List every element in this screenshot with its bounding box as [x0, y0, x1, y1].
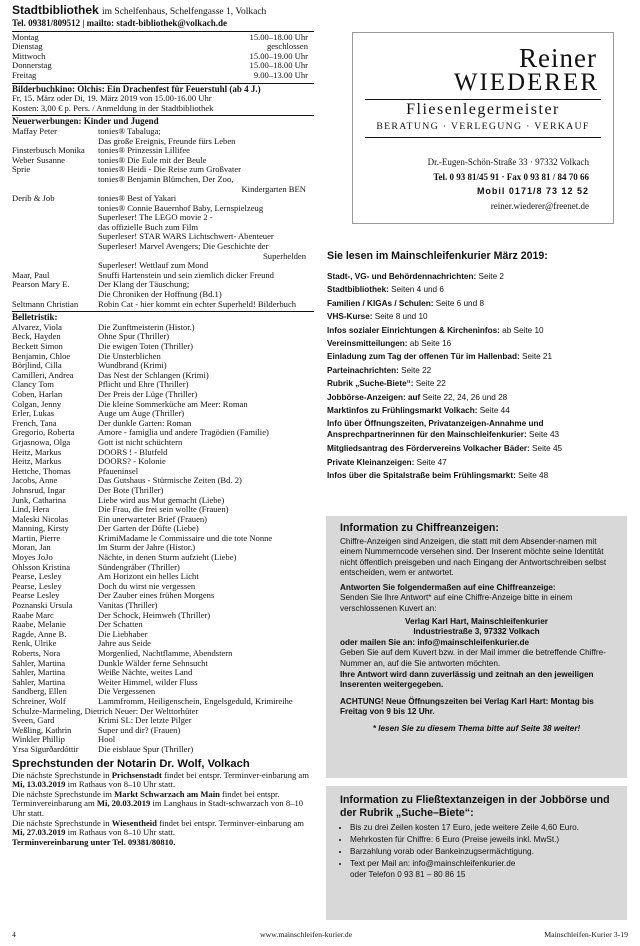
- item-title: Superleser! STAR WARS Lichtschwert- Abenteuer: [98, 231, 274, 242]
- library-address: im Schelfenhaus, Schelfengasse 1, Volkach: [102, 7, 267, 17]
- item-author: Lind, Hera: [12, 504, 50, 515]
- chiffre-hint: * lesen Sie zu diesem Thema bitte auf Seite 38 weiter!: [372, 724, 581, 733]
- item-title: tonies® Tabaluga;: [98, 125, 161, 136]
- price-item: • Barzahlung vorab oder Bankeinzugsermächtigung.: [350, 846, 613, 858]
- hours-time: 15.00–18.00 Uhr: [249, 31, 308, 42]
- notary-paragraph: Die nächste Sprechstunde in Wiesentheid findet bei entspr. Terminver-einbarung am Mi, 27.03.2019 im Rathaus von 8–10 Uhr statt.: [12, 817, 304, 838]
- notary-paragraph: Die nächste Sprechstunde in Prichsenstadt findet bei entspr. Terminver-einbarung am Mi, 13.03.2019 im Rathaus von 8–10 Uhr statt.: [12, 769, 309, 790]
- library-name: Stadtbibliothek: [12, 3, 99, 17]
- item-title: Am Horizont ein helles Licht: [98, 571, 199, 582]
- item-title: DOORS ! - Blutfeld: [98, 446, 168, 457]
- contents-item: [327, 456, 627, 469]
- item-title: Amore - famiglia und andere Tragödien (Familie): [98, 427, 269, 438]
- item-author: Camilleri, Andrea: [12, 369, 74, 380]
- contents-topic: Stadtbibliothek:: [327, 285, 389, 295]
- ad-first-name: Reiner: [519, 43, 597, 73]
- item-author: Gregorio, Roberta: [12, 427, 75, 438]
- chiffre-answer-text: Senden Sie Ihre Antwort* auf eine Chiffre-Anzeige bitte in einem verschlossenen Kuvert an:: [340, 593, 573, 614]
- footer-issue: Mainschleifen-Kurier 3-19: [544, 930, 628, 939]
- item-author: Winkler Phillip: [12, 734, 65, 745]
- ad-phone: Tel. 0 93 81/45 91 · Fax 0 93 81 / 84 70 66: [433, 171, 589, 182]
- item-author: [12, 175, 98, 185]
- contents-topic: Rubrik „Suche-Biete“:: [327, 379, 414, 389]
- item-author: Hettche, Thomas: [12, 465, 71, 476]
- list-item: [12, 630, 314, 640]
- item-author: Moran, Jan: [12, 542, 51, 553]
- item-author: Poznanski Ursula: [12, 600, 73, 611]
- contents-topic: Vereinsmitteilungen:: [327, 339, 408, 349]
- item-author: Maar, Paul: [12, 270, 50, 280]
- contents-topic: Infos über die Spitalstraße beim Frühlingsmarkt:: [327, 471, 516, 481]
- item-author: Clancy Tom: [12, 379, 54, 390]
- chiffre-info-box: [326, 516, 627, 778]
- item-title: Die ewigen Toten (Thriller): [98, 341, 193, 351]
- item-title: tonies® Benjamin Blümchen, Der Zoo,: [98, 173, 234, 184]
- item-title: Der Schock, Heimweh (Thriller): [98, 609, 211, 620]
- item-author: Schulze-Marmeling, Dietrich: [12, 705, 113, 716]
- item-title: Der Garten der Düfte (Liebe): [98, 523, 199, 534]
- fliesstext-title: Information zu Fließtextanzeigen in der Jobbörse und der Rubrik „Suche–Biete“:: [340, 794, 610, 819]
- contents-page: Seite 43: [526, 430, 560, 440]
- item-title: Morgenlied, Nachtflamme, Abendstern: [98, 648, 233, 658]
- item-author: Benjamin, Chloe: [12, 350, 71, 361]
- contents-page: Seite 45: [529, 444, 563, 454]
- item-author: Seltmann Christian: [12, 299, 79, 309]
- ad-contact: [428, 155, 589, 213]
- chiffre-address-line1: Verlag Karl Hart, Mainschleifenkurier: [405, 616, 548, 626]
- item-title: Pfaueninsel: [98, 465, 139, 476]
- item-title: KrimiMadame le Commissaire und die tote Nonne: [98, 532, 273, 543]
- item-author: Beck, Hayden: [12, 331, 61, 342]
- item-title: tonies® Connie Bauernhof Baby, Lernspielzeug: [98, 202, 264, 213]
- contents-page: Seite 44: [477, 406, 510, 416]
- contents-topic: Marktinfos zu Frühlingsmarkt Volkach:: [327, 406, 478, 416]
- list-item: [12, 745, 314, 755]
- item-author: [12, 137, 98, 147]
- hours-day: Dienstag: [12, 41, 43, 52]
- item-author: [12, 261, 98, 271]
- item-author: Beckett Simon: [12, 341, 63, 351]
- ad-address: Dr.-Eugen-Schön-Straße 33 · 97332 Volkach: [427, 157, 589, 167]
- item-author: Sandberg, Ellen: [12, 686, 67, 697]
- item-author: Johnsrud, Ingar: [12, 484, 66, 495]
- item-author: Raabe Marc: [12, 609, 54, 620]
- contents-item: [327, 418, 627, 440]
- contents-page: Seite 6 und 8: [433, 298, 484, 308]
- item-title: Neuer: Der Welttorhüter: [114, 705, 199, 716]
- item-author: Maffay Peter: [12, 126, 57, 136]
- item-author: Sahler, Martina: [12, 657, 66, 668]
- chiffre-mail[interactable]: oder mailen Sie an: info@mainschleifenkurier.de: [340, 637, 530, 647]
- contents-topic: Info über Öffnungszeiten, Privatanzeigen-Annahme und Ansprechpartnerinnen für den Mainschleifenkurier:: [327, 419, 544, 440]
- chiffre-address-line2: Industriestraße 3, 97332 Volkach: [413, 627, 540, 637]
- item-title: Jahre aus Seide: [98, 638, 151, 649]
- item-title: Vanitas (Thriller): [98, 600, 158, 611]
- ad-last-name: WIEDERER: [453, 69, 599, 96]
- item-title: Das Gutshaus - Stürmische Zeiten (Bd. 2): [98, 475, 242, 486]
- contents-item: [327, 297, 627, 310]
- item-author: Sveen, Gard: [12, 715, 55, 726]
- contents-item: [327, 469, 627, 482]
- item-author: Yrsa Sigurðardóttir: [12, 743, 79, 754]
- item-author: Colgan, Jenny: [12, 398, 62, 409]
- contents-item: [327, 364, 627, 377]
- contents-topic: Stadt-, VG- und Behördennachrichten:: [327, 272, 477, 281]
- contents-topic: Jobbörse-Anzeigen: auf: [327, 392, 421, 402]
- hours-day: Freitag: [12, 69, 37, 80]
- item-title: tonies® Die Eule mit der Beule: [98, 154, 207, 165]
- item-author: Pearson Mary E.: [12, 280, 70, 290]
- item-title: Superleser! Marvel Avengers; Die Geschichte der: [98, 241, 269, 252]
- item-author: Renk, Ulrike: [12, 638, 57, 649]
- footer-url[interactable]: www.mainschleifen-kurier.de: [260, 930, 353, 939]
- item-title: tonies® Best of Yakari: [98, 193, 177, 204]
- item-author: Junk, Catharina: [12, 494, 66, 505]
- contents-item: [327, 324, 627, 337]
- ad-profession: Fliesenlegermeister: [406, 101, 560, 118]
- page-number: 4: [12, 930, 16, 939]
- item-author: Ragde, Anne B.: [12, 628, 67, 639]
- item-title: tonies® Prinzessin Lillifee: [98, 145, 190, 156]
- hours-time: 15.00–18.00 Uhr: [249, 60, 308, 71]
- hours-time: 9.00–13.00 Uhr: [253, 69, 308, 80]
- item-author: Finsterbusch Monika: [12, 146, 85, 156]
- new-acquisitions-title: Neuerwerbungen: Kinder und Jugend: [12, 116, 159, 127]
- item-author: [12, 242, 98, 252]
- price-item: • Bis zu drei Zeilen kosten 17 Euro, jede weitere Zeile 4,60 Euro.: [350, 822, 613, 834]
- opening-hours: [12, 33, 314, 81]
- contents-page: Seite 2: [476, 272, 504, 281]
- item-title: Superleser! Wettlauf zum Mond: [98, 260, 209, 271]
- item-title: Kindergarten BEN: [241, 183, 306, 194]
- item-author: [12, 223, 98, 233]
- issue-contents-list: [327, 270, 627, 483]
- contents-item: [327, 337, 627, 350]
- chiffre-achtung: ACHTUNG! Neue Öffnungszeiten bei Verlag Karl Hart: Montag bis Freitag von 9 bis 12 Uhr.: [340, 696, 594, 717]
- item-author: [12, 252, 98, 262]
- price-item: • Mehrkosten für Chiffre: 6 Euro (Preise jeweils inkl. MwSt.): [350, 834, 613, 846]
- price-item: • Text per Mail an: info@mainschleifenkurier.de: [350, 858, 613, 870]
- chiffre-note-bold: Ihre Antwort wird dann zuverlässig und zeitnah an den jeweiligen Inserenten weitergegeben.: [340, 669, 594, 690]
- contents-item: [327, 442, 627, 455]
- item-title: Der dunkle Garten: Roman: [98, 417, 192, 428]
- contents-item: [327, 270, 627, 283]
- item-author: Heitz, Markus: [12, 446, 62, 457]
- item-title: Sündengräber (Thriller): [98, 561, 180, 572]
- item-author: Maleski Nicolas: [12, 513, 69, 524]
- item-title: Die Zunftmeisterin (Histor.): [98, 321, 195, 332]
- ad-tagline: BERATUNG · VERLEGUNG · VERKAUF: [376, 121, 590, 132]
- list-item: [12, 300, 314, 310]
- library-title: [12, 4, 314, 19]
- item-author: Derib & Job: [12, 194, 55, 204]
- ad-mobile: Mobil 0171/8 73 12 52: [476, 186, 589, 196]
- item-author: Börjlind, Cilla: [12, 360, 62, 371]
- item-title: Die kleine Sommerküche am Meer: Roman: [98, 398, 248, 409]
- belletristik-title: Belletristik:: [12, 312, 58, 323]
- item-title: Ein unerwarteter Brief (Frauen): [98, 513, 208, 524]
- item-title: Der Klang der Täuschung;: [98, 279, 190, 290]
- item-title: Im Sturm der Jahre (Histor.): [98, 542, 196, 553]
- item-title: tonies® Heidi - Die Reise zum Großvater: [98, 164, 242, 175]
- item-title: Super und dir? (Frauen): [98, 724, 181, 735]
- item-author: Schreiner, Wolf: [12, 695, 66, 706]
- event-date: Fr, 15. März oder Di, 19. März 2019 von 15.00-16.00 Uhr: [12, 93, 212, 104]
- event-title: Bilderbuchkino: Olchis: Ein Drachenfest für Feuerstuhl (ab 4 J.): [12, 83, 261, 94]
- item-title: Die Frau, die frei sein wollte (Frauen): [98, 504, 229, 515]
- event-cost: Kosten: 3,00 € p. Pers. / Anmeldung in der Stadtbibliothek: [12, 102, 214, 113]
- contents-page: ab Seite 16: [407, 339, 452, 349]
- ad-divider: [365, 99, 601, 100]
- item-title: Das Nest der Schlangen (Krimi): [98, 369, 209, 380]
- contents-item: [327, 283, 627, 296]
- item-author: Jacobs, Anne: [12, 475, 58, 486]
- item-title: Die Liebhaber: [98, 628, 148, 639]
- hours-day: Montag: [12, 31, 39, 42]
- contents-topic: Infos sozialer Einrichtungen & Kircheninfos:: [327, 325, 500, 335]
- contents-topic: Einladung zum Tag der offenen Tür im Hallenbad:: [327, 352, 520, 362]
- item-author: [12, 232, 98, 242]
- item-author: [12, 204, 98, 214]
- item-author: Martin, Pierre: [12, 532, 61, 543]
- contents-page: Seite 21: [519, 352, 553, 362]
- item-title: Die Vergessenen: [98, 686, 156, 697]
- chiffre-answer-heading: Antworten Sie folgendermaßen auf eine Chiffreanzeige:: [340, 582, 556, 592]
- notary-phone: Terminvereinbarung unter Tel. 09381/80810.: [12, 836, 176, 847]
- hours-time: geschlossen: [266, 41, 308, 52]
- item-author: Ohlsson Kristina: [12, 561, 71, 572]
- item-title: Der Preis der Lüge (Thriller): [98, 388, 198, 399]
- item-title: Ohne Spur (Thriller): [98, 331, 170, 342]
- item-author: Weßling, Kathrin: [12, 724, 72, 735]
- item-title: Weiter Himmel, wilder Fluss: [98, 676, 198, 687]
- item-author: Coben, Harlan: [12, 388, 63, 399]
- item-author: [12, 185, 98, 195]
- item-title: Snuffi Hartenstein und sein ziemlich dicker Freund: [98, 269, 274, 280]
- belletristik-list: [12, 323, 314, 755]
- contents-topic: Familien / KIGAs / Schulen:: [327, 298, 434, 308]
- hours-time: 15.00–19.00 Uhr: [249, 50, 308, 61]
- item-author: Heitz, Markus: [12, 456, 62, 467]
- item-author: Manning, Kirsty: [12, 523, 69, 534]
- item-title: Superleser! The LEGO movie 2 -: [98, 212, 213, 223]
- item-title: Dunkle Wälder ferne Sehnsucht: [98, 657, 208, 668]
- contents-page: Seiten 4 und 6: [388, 285, 444, 295]
- item-title: Hool: [98, 734, 116, 745]
- chiffre-note: Geben Sie auf dem Kuvert bzw. in der Mail immer die betreffende Chiffre-Nummer an, auf die Sie antworten möchten.: [340, 648, 606, 669]
- item-author: Sprie: [12, 165, 31, 175]
- item-title: Superhelden: [263, 250, 306, 261]
- chiffre-title: Information zu Chiffreanzeigen:: [340, 522, 499, 534]
- item-title: Der Bote (Thriller): [98, 484, 164, 495]
- library-column: [12, 4, 314, 847]
- item-title: Die Unsterblichen: [98, 350, 161, 361]
- contents-page: Seite 22: [413, 379, 446, 389]
- item-author: Weber Susanne: [12, 155, 66, 165]
- item-author: Roberts, Nora: [12, 648, 61, 658]
- tiler-advertisement: [352, 32, 614, 224]
- contents-topic: VHS-Kurse:: [327, 312, 373, 322]
- new-acquisitions-list: [12, 127, 314, 309]
- ad-divider: [365, 137, 601, 138]
- library-contact[interactable]: Tel. 09381/809512 | mailto: stadt-bibliothek@volkach.de: [12, 18, 228, 28]
- notary-paragraph: Die nächste Sprechstunde im Markt Schwarzach am Main findet bei entspr. Terminvereinbarung am Mi, 20.03.2019 im Langhaus in Stadt-schwarzach von 8–10 Uhr statt.: [12, 788, 304, 818]
- item-title: Auge um Auge (Thriller): [98, 408, 185, 419]
- item-title: Krimi SL: Der letzte Pilger: [98, 715, 192, 726]
- item-author: Erler, Lukas: [12, 408, 55, 419]
- item-author: Sahler, Martina: [12, 676, 66, 687]
- contents-item: [327, 350, 627, 363]
- item-title: Gott ist nicht schüchtern: [98, 436, 183, 447]
- item-title: Robin Cat - hier kommt ein echter Superheld! Bilderbuch: [98, 298, 297, 309]
- contents-topic: Mitgliedsantrag des Fördervereins Volkacher Bäder:: [327, 444, 530, 454]
- item-title: Das große Ereignis, Freunde fürs Leben: [98, 135, 236, 146]
- contents-page: Seite 22, 24, 26 und 28: [420, 392, 508, 402]
- item-author: [12, 290, 98, 300]
- item-title: Weiße Nächte, weites Land: [98, 667, 193, 678]
- item-author: Pearse, Lesley: [12, 580, 62, 591]
- contents-topic: Private Kleinanzeigen:: [327, 457, 415, 467]
- item-title: Lammfromm, Heiligenschein, Engelsgeduld, Krimireihe: [98, 695, 293, 706]
- fliesstext-price-list: [340, 822, 613, 870]
- chiffre-intro: Chiffre-Anzeigen sind Anzeigen, die statt mit dem Absender-namen mit einem Nummerncode versehen sind. Der Inserent möchte seine Identität nicht öffentlich preisgeben und nach Eingang der Antwortschreiben selbst entscheiden, wem er antwortet.: [340, 536, 607, 578]
- contents-item: [327, 310, 627, 323]
- contents-page: Seite 47: [414, 457, 447, 467]
- contents-page: Seite 8 und 10: [372, 312, 428, 322]
- contents-item: [327, 377, 627, 390]
- ad-email[interactable]: reiner.wiederer@freenet.de: [490, 200, 589, 211]
- item-title: Der Schatten: [98, 619, 143, 630]
- item-title: Wundbrand (Krimi): [98, 360, 167, 371]
- item-title: Die Chroniken der Hoffnung (Bd.1): [98, 289, 222, 300]
- contents-page: Seite 48: [515, 471, 549, 481]
- item-author: Moyes JoJo: [12, 552, 53, 563]
- fliesstext-phone: oder Telefon 0 93 81 – 80 86 15: [350, 870, 466, 879]
- item-author: French, Tana: [12, 417, 57, 428]
- item-author: Pearse Lesley: [12, 590, 60, 601]
- contents-page: ab Seite 10: [499, 325, 544, 335]
- item-author: [12, 213, 98, 223]
- item-author: Alvarez, Viola: [12, 321, 62, 332]
- item-title: Pflicht und Ehre (Thriller): [98, 379, 189, 390]
- contents-topic: Parteinachrichten:: [327, 365, 399, 375]
- item-author: Pearse, Lesley: [12, 571, 62, 582]
- item-author: Grjasnowa, Olga: [12, 436, 71, 447]
- hours-day: Mittwoch: [12, 50, 46, 61]
- notary-text: [12, 771, 314, 848]
- item-author: Sahler, Martina: [12, 667, 66, 678]
- item-title: Die eisblaue Spur (Thriller): [98, 743, 194, 754]
- item-author: Raabe, Melanie: [12, 619, 66, 630]
- contents-item: [327, 404, 627, 417]
- item-title: Doch du wirst nie vergessen: [98, 580, 196, 591]
- item-title: Liebe wird aus Mut gemacht (Liebe): [98, 494, 225, 505]
- issue-contents-title: Sie lesen im Mainschleifenkurier März 2019:: [327, 250, 548, 262]
- item-title: DOORS? - Kolonie: [98, 456, 166, 467]
- item-title: Nächte, in denen Sturm aufzieht (Liebe): [98, 552, 237, 563]
- notary-title: Sprechstunden der Notarin Dr. Wolf, Volkach: [12, 757, 250, 770]
- contents-page: Seite 22: [398, 365, 432, 375]
- item-title: Der Zauber eines frühen Morgens: [98, 590, 215, 601]
- contents-item: [327, 391, 627, 404]
- item-title: das offizielle Buch zum Film: [98, 221, 199, 232]
- hours-day: Donnerstag: [12, 60, 52, 71]
- fliesstext-info-box: [326, 786, 627, 920]
